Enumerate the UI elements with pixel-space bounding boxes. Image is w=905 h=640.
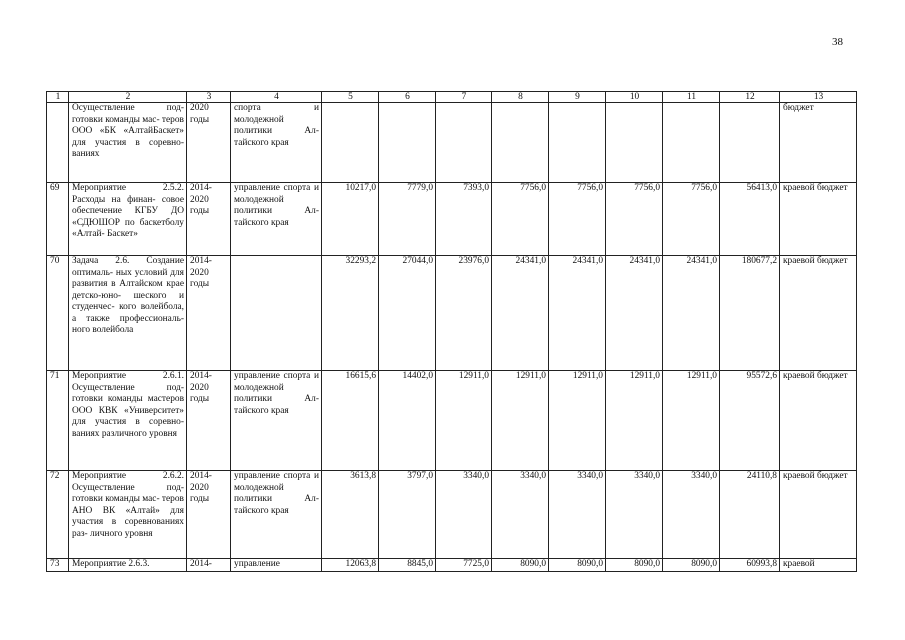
value-cell: 27044,0 xyxy=(379,256,436,371)
value-cell: 3340,0 xyxy=(492,471,549,559)
row-number: 71 xyxy=(47,371,69,471)
value-cell: 3340,0 xyxy=(606,471,663,559)
activity-description: Мероприятие 2.6.1. Осуществление под- готовки команды мастеров ООО КВК «Университет» для участия в соревно- ваниях различного уровня xyxy=(69,371,187,471)
column-header: 12 xyxy=(720,92,780,103)
value-cell: 7756,0 xyxy=(492,183,549,256)
value-cell xyxy=(606,103,663,183)
value-cell: 12911,0 xyxy=(436,371,492,471)
funding-source: краевой бюджет xyxy=(780,471,857,559)
table-row xyxy=(47,103,857,183)
table-row xyxy=(47,256,857,371)
executor: управление xyxy=(231,559,322,572)
value-cell: 23976,0 xyxy=(436,256,492,371)
column-header: 13 xyxy=(780,92,857,103)
implementation-years: 2014- 2020 годы xyxy=(187,256,231,371)
value-cell: 3340,0 xyxy=(663,471,720,559)
value-cell: 24341,0 xyxy=(492,256,549,371)
row-number: 69 xyxy=(47,183,69,256)
value-cell: 7756,0 xyxy=(663,183,720,256)
value-cell: 24341,0 xyxy=(549,256,606,371)
value-cell: 8090,0 xyxy=(606,559,663,572)
value-cell: 7725,0 xyxy=(436,559,492,572)
table-row xyxy=(47,183,857,256)
value-cell xyxy=(322,103,379,183)
page-number: 38 xyxy=(832,36,843,48)
value-cell: 12063,8 xyxy=(322,559,379,572)
value-cell xyxy=(379,103,436,183)
activity-description: Осуществление под- готовки команды мас- теров ООО «БК «АлтайБаскет» для участия в соревно- ваниях xyxy=(69,103,187,183)
value-cell: 10217,0 xyxy=(322,183,379,256)
implementation-years: 2014- 2020 годы xyxy=(187,371,231,471)
column-header: 8 xyxy=(492,92,549,103)
funding-source: краевой бюджет xyxy=(780,183,857,256)
value-cell: 12911,0 xyxy=(549,371,606,471)
funding-source: краевой xyxy=(780,559,857,572)
total-cell: 24110,8 xyxy=(720,471,780,559)
value-cell: 16615,6 xyxy=(322,371,379,471)
row-number: 72 xyxy=(47,471,69,559)
total-cell: 56413,0 xyxy=(720,183,780,256)
value-cell: 24341,0 xyxy=(663,256,720,371)
value-cell: 8090,0 xyxy=(663,559,720,572)
executor: управление спорта и молодежной политики Ал- тайского края xyxy=(231,371,322,471)
row-number: 70 xyxy=(47,256,69,371)
column-header: 1 xyxy=(47,92,69,103)
value-cell: 3340,0 xyxy=(436,471,492,559)
funding-source: краевой бюджет xyxy=(780,256,857,371)
value-cell xyxy=(436,103,492,183)
value-cell: 7756,0 xyxy=(549,183,606,256)
executor: управление спорта и молодежной политики Ал- тайского края xyxy=(231,183,322,256)
implementation-years: 2020 годы xyxy=(187,103,231,183)
value-cell: 8090,0 xyxy=(492,559,549,572)
column-header: 4 xyxy=(231,92,322,103)
column-header: 11 xyxy=(663,92,720,103)
column-header: 3 xyxy=(187,92,231,103)
value-cell: 7779,0 xyxy=(379,183,436,256)
value-cell: 8845,0 xyxy=(379,559,436,572)
executor xyxy=(231,256,322,371)
executor: управление спорта и молодежной политики Ал- тайского края xyxy=(231,471,322,559)
column-header: 9 xyxy=(549,92,606,103)
column-header: 10 xyxy=(606,92,663,103)
value-cell: 3797,0 xyxy=(379,471,436,559)
value-cell: 12911,0 xyxy=(492,371,549,471)
value-cell: 24341,0 xyxy=(606,256,663,371)
value-cell xyxy=(663,103,720,183)
value-cell xyxy=(549,103,606,183)
value-cell: 7756,0 xyxy=(606,183,663,256)
value-cell: 32293,2 xyxy=(322,256,379,371)
row-number xyxy=(47,103,69,183)
column-header: 7 xyxy=(436,92,492,103)
value-cell: 3613,8 xyxy=(322,471,379,559)
value-cell xyxy=(492,103,549,183)
table-row xyxy=(47,471,857,559)
activity-description: Задача 2.6. Создание оптималь- ных условий для развития в Алтайском крае детско-юно- шеского и студенчес- кого волейбола, а также профессиональ- ного волейбола xyxy=(69,256,187,371)
executor: спорта и молодежной политики Ал- тайского края xyxy=(231,103,322,183)
value-cell: 12911,0 xyxy=(663,371,720,471)
value-cell: 12911,0 xyxy=(606,371,663,471)
activity-description: Мероприятие 2.6.3. xyxy=(69,559,187,572)
implementation-years: 2014- 2020 годы xyxy=(187,471,231,559)
column-header-row xyxy=(47,92,857,103)
total-cell: 60993,8 xyxy=(720,559,780,572)
funding-source: краевой бюджет xyxy=(780,371,857,471)
total-cell: 180677,2 xyxy=(720,256,780,371)
column-header: 2 xyxy=(69,92,187,103)
value-cell: 3340,0 xyxy=(549,471,606,559)
activity-description: Мероприятие 2.5.2. Расходы на финан- совое обеспечение КГБУ ДО «СДЮШОР по баскетболу «Алтай- Баскет» xyxy=(69,183,187,256)
total-cell: 95572,6 xyxy=(720,371,780,471)
table-row xyxy=(47,559,857,572)
implementation-years: 2014- xyxy=(187,559,231,572)
column-header: 6 xyxy=(379,92,436,103)
budget-table xyxy=(46,91,857,572)
table-row xyxy=(47,371,857,471)
value-cell: 8090,0 xyxy=(549,559,606,572)
total-cell xyxy=(720,103,780,183)
implementation-years: 2014- 2020 годы xyxy=(187,183,231,256)
activity-description: Мероприятие 2.6.2. Осуществление под- готовки команды мас- теров АНО ВК «Алтай» для участия в соревнованиях раз- личного уровня xyxy=(69,471,187,559)
row-number: 73 xyxy=(47,559,69,572)
column-header: 5 xyxy=(322,92,379,103)
value-cell: 14402,0 xyxy=(379,371,436,471)
funding-source: бюджет xyxy=(780,103,857,183)
value-cell: 7393,0 xyxy=(436,183,492,256)
